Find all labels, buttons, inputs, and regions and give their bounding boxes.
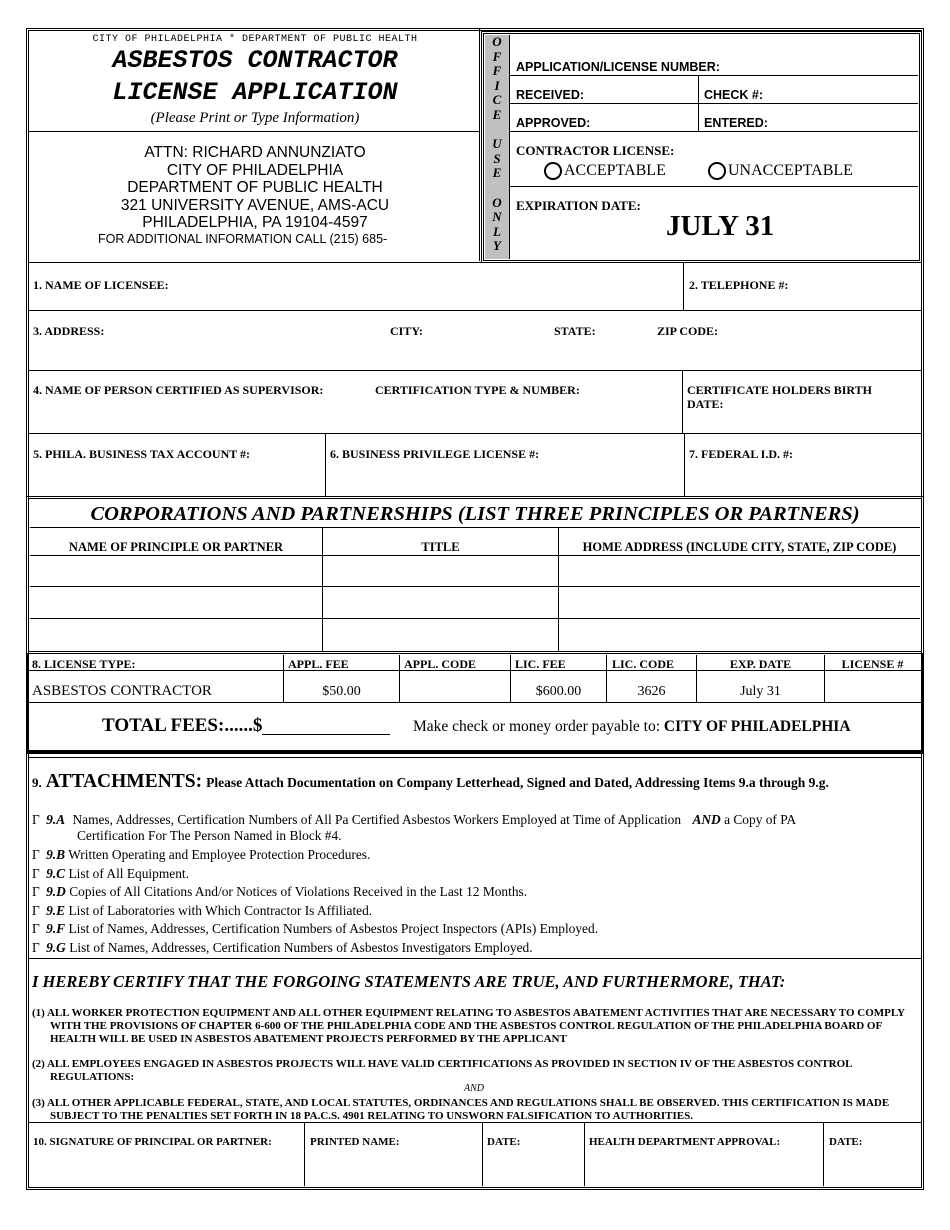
attachments-title: ATTACHMENTS:	[45, 771, 203, 792]
divider	[823, 1122, 824, 1186]
unacceptable-label: UNACCEPTABLE	[728, 162, 853, 179]
divider	[510, 75, 918, 76]
checkbox-icon[interactable]: Γ	[32, 921, 40, 936]
divider	[682, 370, 683, 433]
attachment-text: Names, Addresses, Certification Numbers of All Pa Certified Asbestos Workers Employed at Time of Application	[72, 812, 682, 827]
zip-label: ZIP CODE:	[657, 324, 719, 338]
appl-fee-value: $50.00	[322, 684, 361, 699]
attachment-9e[interactable]	[32, 903, 372, 919]
supervisor-field[interactable]	[30, 400, 680, 432]
birth-date-label	[687, 383, 872, 411]
department-line: CITY OF PHILADELPHIA * DEPARTMENT OF PUBLIC HEALTH	[92, 34, 418, 45]
divider	[29, 757, 921, 758]
acceptable-option[interactable]	[544, 162, 666, 180]
divider	[510, 131, 918, 132]
address-label: 3. ADDRESS:	[33, 324, 105, 338]
approval-field[interactable]	[586, 1152, 822, 1185]
office-use-letter: F	[492, 48, 502, 64]
principal-title-field[interactable]	[324, 557, 557, 585]
certify-item-2-line2: REGULATIONS:	[50, 1071, 135, 1083]
lic-fee-header: LIC. FEE	[515, 657, 566, 671]
form-subtitle: (Please Print or Type Information)	[150, 110, 360, 126]
office-use-vertical-label	[485, 35, 509, 254]
privilege-license-field[interactable]	[327, 464, 683, 494]
acceptable-label: ACCEPTABLE	[564, 162, 666, 179]
exp-date-value: July 31	[740, 684, 781, 699]
attachment-text: List of All Equipment.	[68, 866, 189, 881]
principal-title-field[interactable]	[324, 588, 557, 617]
attachment-text: List of Names, Addresses, Certification Numbers of Asbestos Project Inspectors (APIs) Employed.	[68, 921, 599, 936]
principal-name-field[interactable]	[31, 557, 321, 585]
divider	[30, 586, 920, 587]
office-use-letter: E	[492, 165, 502, 181]
divider	[558, 527, 559, 651]
mailing-street: 321 UNIVERSITY AVENUE, AMS-ACU	[120, 196, 390, 214]
office-use-letter: E	[492, 106, 502, 122]
checkbox-icon[interactable]: Γ	[32, 940, 40, 955]
contractor-license-label: CONTRACTOR LICENSE:	[516, 143, 675, 158]
mailing-address	[30, 144, 480, 232]
mailing-citystate: PHILADELPHIA, PA 19104-4597	[142, 214, 368, 231]
unacceptable-option[interactable]	[708, 162, 853, 180]
approved-label: APPROVED:	[516, 116, 591, 130]
office-use-letter: N	[492, 209, 502, 225]
divider	[29, 958, 921, 959]
payable-instruction: Make check or money order payable to:	[413, 718, 661, 735]
certify-item-3-line2: SUBJECT TO THE PENALTIES SET FORTH IN 18 PA.C.S. 4901 RELATING TO UNSWORN FALSIFICATION TO AUTHORITIES.	[50, 1110, 693, 1122]
city-label: CITY:	[390, 324, 423, 338]
appl-code-header: APPL. CODE	[404, 657, 476, 671]
license-type-header: 8. LICENSE TYPE:	[32, 657, 136, 671]
office-use-letter: F	[492, 63, 502, 79]
attachment-code: 9.B	[46, 847, 66, 862]
tax-account-field[interactable]	[30, 464, 324, 494]
divider	[584, 1122, 585, 1186]
state-label: STATE:	[554, 324, 596, 338]
licensee-name-label: 1. NAME OF LICENSEE:	[33, 278, 169, 292]
check-number-label: CHECK #:	[704, 88, 764, 102]
payable-to: CITY OF PHILADELPHIA	[663, 718, 851, 735]
office-use-letter: O	[492, 194, 502, 210]
entered-label: ENTERED:	[704, 116, 768, 130]
license-number-header: LICENSE #	[841, 657, 904, 671]
federal-id-label: 7. FEDERAL I.D. #:	[689, 447, 794, 461]
divider	[30, 555, 920, 556]
app-number-label: APPLICATION/LICENSE NUMBER:	[516, 60, 720, 74]
attachment-code: 9.G	[46, 940, 66, 955]
divider	[322, 527, 323, 651]
certify-item-3	[32, 1097, 889, 1123]
form-title-line1: ASBESTOS CONTRACTOR	[112, 46, 398, 75]
attachment-code: 9.D	[46, 884, 66, 899]
certify-item-1-line3: HEALTH WILL BE USED IN ASBESTOS ABATEMENT PROJECTS PERFORMED BY THE APPLICANT	[50, 1033, 567, 1045]
principals-title: CORPORATIONS AND PARTNERSHIPS (LIST THREE PRINCIPLES OR PARTNERS)	[90, 503, 860, 525]
principal-address-field[interactable]	[560, 588, 919, 617]
signature-field[interactable]	[30, 1152, 303, 1185]
mailing-city: CITY OF PHILADELPHIA	[166, 161, 344, 179]
federal-id-field[interactable]	[686, 464, 920, 494]
certify-item-3-line1: (3) ALL OTHER APPLICABLE FEDERAL, STATE, AND LOCAL STATUTES, ORDINANCES AND REGULATIONS SHALL BE OBSERVED. THIS CERTIFICATION IS MADE	[32, 1097, 890, 1109]
divider	[29, 370, 921, 371]
attachment-9a-continued: Certification For The Person Named in Block #4.	[77, 828, 342, 843]
divider	[510, 103, 918, 104]
divider	[510, 186, 918, 187]
licensee-name-field[interactable]	[30, 294, 682, 310]
checkbox-icon[interactable]: Γ	[32, 866, 40, 881]
checkbox-icon[interactable]: Γ	[32, 812, 40, 827]
certify-item-1-line2: WITH THE PROVISIONS OF CHAPTER 6-600 OF THE PHILADELPHIA CODE AND THE ASBESTOS CONTROL REGULATION OF THE PHILADELPHIA BOARD OF	[50, 1020, 883, 1032]
principal-title-field[interactable]	[324, 620, 557, 650]
office-use-letter	[485, 123, 509, 138]
lic-fee-value: $600.00	[535, 684, 582, 699]
attachment-code: 9.F	[46, 921, 66, 936]
divider	[29, 131, 479, 132]
divider	[29, 262, 921, 263]
privilege-license-label: 6. BUSINESS PRIVILEGE LICENSE #:	[330, 447, 540, 461]
lic-code-value: 3626	[637, 684, 666, 699]
certify-and: AND	[464, 1083, 484, 1094]
divider	[30, 527, 920, 528]
office-use-letter	[485, 181, 509, 196]
divider	[304, 1122, 305, 1186]
tax-account-label: 5. PHILA. BUSINESS TAX ACCOUNT #:	[33, 447, 251, 461]
office-use-letter: L	[493, 223, 501, 239]
attachments-number: 9.	[32, 775, 42, 790]
attachment-text: Copies of All Citations And/or Notices of Violations Received in the Last 12 Months.	[69, 884, 528, 899]
payable-text	[413, 718, 851, 736]
attachment-tail: a Copy of PA	[724, 812, 797, 827]
office-use-letter: C	[492, 92, 502, 108]
attachment-text: List of Names, Addresses, Certification Numbers of Asbestos Investigators Employed.	[69, 940, 533, 955]
expiration-value: JULY 31	[666, 210, 775, 242]
attachment-9f[interactable]	[32, 921, 598, 937]
attachment-9d[interactable]	[32, 884, 527, 900]
checkbox-icon[interactable]: Γ	[32, 884, 40, 899]
supervisor-label: 4. NAME OF PERSON CERTIFIED AS SUPERVISOR:	[33, 383, 324, 397]
certify-heading: I HEREBY CERTIFY THAT THE FORGOING STATEMENTS ARE TRUE, AND FURTHERMORE, THAT:	[32, 972, 786, 991]
divider	[29, 433, 921, 434]
expiration-label: EXPIRATION DATE:	[516, 198, 641, 213]
checkbox-icon[interactable]: Γ	[32, 847, 40, 862]
mailing-info: FOR ADDITIONAL INFORMATION CALL (215) 685-	[98, 232, 388, 246]
principal-name-field[interactable]	[31, 588, 321, 617]
telephone-label: 2. TELEPHONE #:	[689, 278, 789, 292]
attachment-9g[interactable]	[32, 940, 533, 956]
total-fees-field[interactable]	[262, 718, 390, 735]
col-principal-address: HOME ADDRESS (INCLUDE CITY, STATE, ZIP CODE)	[582, 540, 897, 554]
certify-item-2-line1: (2) ALL EMPLOYEES ENGAGED IN ASBESTOS PROJECTS WILL HAVE VALID CERTIFICATIONS AS PROVIDED IN SECTION IV OF THE ASBESTOS CONTROL	[32, 1058, 853, 1070]
lic-code-header: LIC. CODE	[612, 657, 675, 671]
office-use-letter: S	[493, 150, 501, 166]
license-type-value: ASBESTOS CONTRACTOR	[32, 683, 212, 699]
certify-item-1-line1: (1) ALL WORKER PROTECTION EQUIPMENT AND ALL OTHER EQUIPMENT RELATING TO ASBESTOS ABATEMENT ACTIVITIES THAT ARE NECESSARY TO COMPLY	[32, 1007, 906, 1019]
certify-item-2	[32, 1058, 852, 1084]
birth-date-label-line1: CERTIFICATE HOLDERS BIRTH	[687, 383, 872, 397]
birth-date-label-line2: DATE:	[687, 397, 724, 411]
telephone-field[interactable]	[684, 294, 920, 310]
principal-address-field[interactable]	[560, 557, 919, 585]
checkbox-icon[interactable]: Γ	[32, 903, 40, 918]
attachments-instruction: Please Attach Documentation on Company Letterhead, Signed and Dated, Addressing Items 9.a through 9.g.	[206, 775, 829, 790]
mailing-attn: ATTN: RICHARD ANNUNZIATO	[144, 144, 366, 161]
col-principal-title: TITLE	[421, 540, 460, 554]
office-use-letter: Y	[493, 238, 501, 254]
attachment-9c[interactable]	[32, 866, 189, 882]
divider	[29, 1122, 921, 1123]
address-field[interactable]	[30, 340, 920, 368]
divider	[29, 702, 921, 703]
exp-date-header: EXP. DATE	[729, 657, 792, 671]
acceptable-radio[interactable]	[544, 162, 562, 180]
attachments-heading	[32, 771, 829, 793]
received-label: RECEIVED:	[516, 88, 585, 102]
principal-name-field[interactable]	[31, 620, 321, 650]
certify-item-1	[32, 1007, 905, 1046]
attachment-text: Written Operating and Employee Protection Procedures.	[68, 847, 371, 862]
approval-label: HEALTH DEPARTMENT APPROVAL:	[589, 1136, 781, 1148]
license-number-value[interactable]	[825, 684, 920, 702]
date-label: DATE:	[487, 1136, 521, 1148]
printed-name-field[interactable]	[306, 1152, 481, 1185]
office-use-letter: U	[492, 136, 502, 152]
date-field[interactable]	[484, 1152, 583, 1185]
mailing-dept: DEPARTMENT OF PUBLIC HEALTH	[127, 179, 383, 196]
attachment-text: List of Laboratories with Which Contractor Is Affiliated.	[68, 903, 373, 918]
principal-address-field[interactable]	[560, 620, 919, 650]
attachment-code: 9.E	[46, 903, 66, 918]
divider	[482, 1122, 483, 1186]
appl-fee-header: APPL. FEE	[288, 657, 349, 671]
attachment-9a[interactable]	[32, 812, 796, 828]
cert-type-label: CERTIFICATION TYPE & NUMBER:	[375, 383, 580, 397]
appl-code-value[interactable]	[400, 684, 510, 702]
office-use-letter: O	[492, 34, 502, 49]
approval-date-label: DATE:	[829, 1136, 863, 1148]
divider	[479, 29, 480, 261]
office-use-letter: I	[494, 77, 500, 93]
divider	[30, 618, 920, 619]
attachment-code: 9.A	[46, 812, 66, 827]
unacceptable-radio[interactable]	[708, 162, 726, 180]
attachment-and: AND	[692, 812, 721, 827]
form-title-line2: LICENSE APPLICATION	[112, 78, 398, 107]
attachment-9b[interactable]	[32, 847, 370, 863]
divider	[684, 433, 685, 496]
signature-label: 10. SIGNATURE OF PRINCIPAL OR PARTNER:	[33, 1136, 272, 1148]
office-use-label-strip	[485, 35, 510, 259]
col-principal-name: NAME OF PRINCIPLE OR PARTNER	[68, 540, 284, 554]
attachment-code: 9.C	[46, 866, 66, 881]
divider	[29, 310, 921, 311]
printed-name-label: PRINTED NAME:	[310, 1136, 400, 1148]
approval-date-field[interactable]	[825, 1152, 920, 1185]
divider	[325, 433, 326, 496]
total-fees-label: TOTAL FEES:......$	[102, 715, 263, 736]
